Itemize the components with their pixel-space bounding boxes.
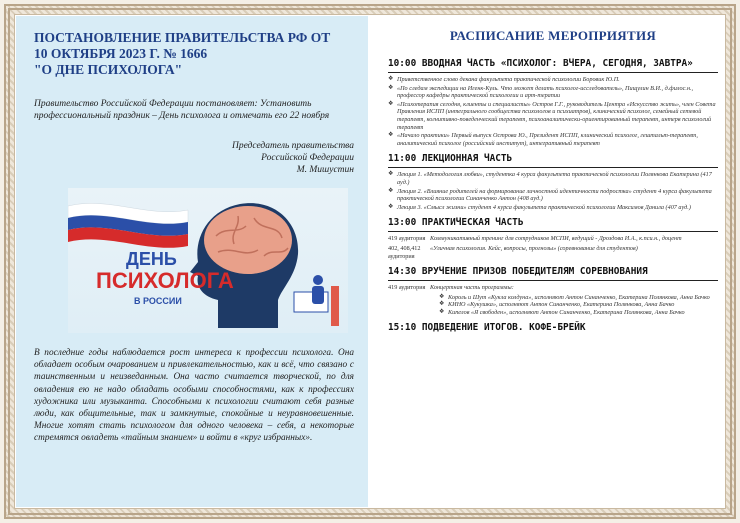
list-item: ❖ КИНО «Кукушка», исполняют Антон Синанченко, Екатерина Полянкова, Анна Бачко (388, 301, 718, 309)
schedule-section-awards (388, 266, 718, 316)
room-cell: 402, 408,412 аудитория (388, 244, 421, 260)
list-item: ❖ «Начало практики» Первый выпуск Острова Ю., Президент ИСПП, клинический психолог, гештальт-терапевт, аналитический психолог (российский институт), интегративный терапевт (388, 132, 718, 147)
room-cell: 419 аудитория (388, 284, 426, 292)
decree-title-line: "О ДНЕ ПСИХОЛОГА" (34, 62, 183, 77)
list-item: ❖ Лекция 1. «Методология любви», студентка 4 курса факультета практической психологии Полянкова Екатерина (417 ауд.) (388, 171, 718, 186)
list-item: ❖ Приветственное слово декана факультета практической психологии Боровик Ю.П. (388, 76, 718, 84)
psychologist-day-banner (68, 188, 348, 333)
banner-line3: В РОССИИ (134, 296, 182, 306)
list-item: ❖ Лекция 2. «Влияние родителей на формирование личностной идентичности подростка» студент 4 курса факультета практической психологии Синанченко Антон (408 ауд.) (388, 188, 718, 203)
schedule-panel (384, 22, 724, 502)
list-item: ❖ Король и Шут «Кукла колдуна», исполняют Антон Синанченко, Екатерина Полянкова, Анна Бачко (388, 294, 718, 302)
section-heading: 11:00 ЛЕКЦИОННАЯ ЧАСТЬ (388, 153, 718, 168)
schedule-section-practice (388, 217, 718, 260)
desc-cell: «Уличная психология. Кейс, вопросы, прогнозы» (соревнование для студентов) (430, 244, 638, 252)
desc-cell: Концертная часть программы: (430, 284, 514, 292)
signature-block (34, 140, 354, 176)
list-item: ❖ «По следам экспедиции на Игенк-Куль. Что может делать психолог-исследователь», Пищулин В.И., д.филос.н., профессор кафедры практической психологии и арт-терапии (388, 85, 718, 100)
section-heading: 13:00 ПРАКТИЧЕСКАЯ ЧАСТЬ (388, 217, 718, 232)
list-item: ❖ Лекция 3. «Смысл жизни» студент 4 курса факультета практической психологии Максимов Данила (407 ауд.) (388, 204, 718, 212)
table-row (388, 284, 718, 292)
section-heading: 15:10 ПОДВЕДЕНИЕ ИТОГОВ. КОФЕ-БРЕЙК (388, 322, 586, 334)
signature-line: М. Мишустин (296, 165, 354, 175)
section-heading: 14:30 ВРУЧЕНИЕ ПРИЗОВ ПОБЕДИТЕЛЯМ СОРЕВНОВАНИЯ (388, 266, 718, 281)
banner-line1: ДЕНЬ (126, 249, 177, 269)
decree-title (34, 30, 354, 78)
stand-icon (331, 286, 339, 326)
schedule-section-lectures (388, 153, 718, 211)
section-heading: 10:00 ВВОДНАЯ ЧАСТЬ «ПСИХОЛОГ: ВЧЕРА, СЕГОДНЯ, ЗАВТРА» (388, 58, 718, 73)
banner-line2: ПСИХОЛОГА (96, 268, 234, 293)
signature-line: Российской Федерации (261, 153, 354, 163)
table-row (388, 235, 718, 243)
decree-title-line: 10 ОКТЯБРЯ 2023 Г. № 1666 (34, 46, 208, 61)
decree-title-line: ПОСТАНОВЛЕНИЕ ПРАВИТЕЛЬСТВА РФ ОТ (34, 30, 331, 45)
schedule-title: РАСПИСАНИЕ МЕРОПРИЯТИЯ (449, 28, 657, 43)
government-text: Правительство Российской Федерации постановляет: Установить профессиональный праздник – День психолога и отмечать его 22 ноября (34, 99, 330, 121)
schedule-section-closing (388, 322, 718, 336)
decree-panel (16, 16, 368, 507)
brain-icon (204, 206, 292, 274)
intro-paragraph: В последние годы наблюдается рост интереса к профессии психолога. Она обладает особым очарованием и привлекательностью, как и всё, что связано с таинственным и неизведанным. Она часто считается творческой, по для овладения ею не надо обладать особыми способностями, как к профессиях художника или музыканта. Способными к психологии считают себя разные люди, как общительные, так и замкнутые, спокойные и неуравновешенные. Многие хотят стать психологом для одного человека – себя, а некоторые стремятся овладеть «тайным знанием» и войти в «круг избранных». (34, 348, 354, 444)
list-item: ❖ Кипелов «Я свободен», исполняют Антон Синанченко, Екатерина Полянкова, Анна Бачко (388, 309, 718, 317)
room-cell: 419 аудитория (388, 235, 426, 243)
person-icon (313, 275, 323, 285)
schedule-section-intro (388, 58, 718, 147)
signature-line: Председатель правительства (231, 141, 354, 151)
banner-illustration (68, 188, 348, 333)
desc-cell: Коммуникативный тренинг для сотрудников МСПИ, ведущий - Дроздова И.А., к.пси.н., доцент (430, 235, 682, 243)
list-item: ❖ «Психотерапия сегодня, клиенты и специалисты» Остров Г.Г., руководитель Центра «Искусство жить», член Совета Правления ИСПП (интегрального сообщества психологов и психиатров), клинический психолог, семейный сетевой терапевт, когнитивно-поведенческий терапевт, психоаналитически-ориентированный терапевт, интерв психологий терапевт (388, 101, 718, 131)
table-row (388, 245, 718, 260)
